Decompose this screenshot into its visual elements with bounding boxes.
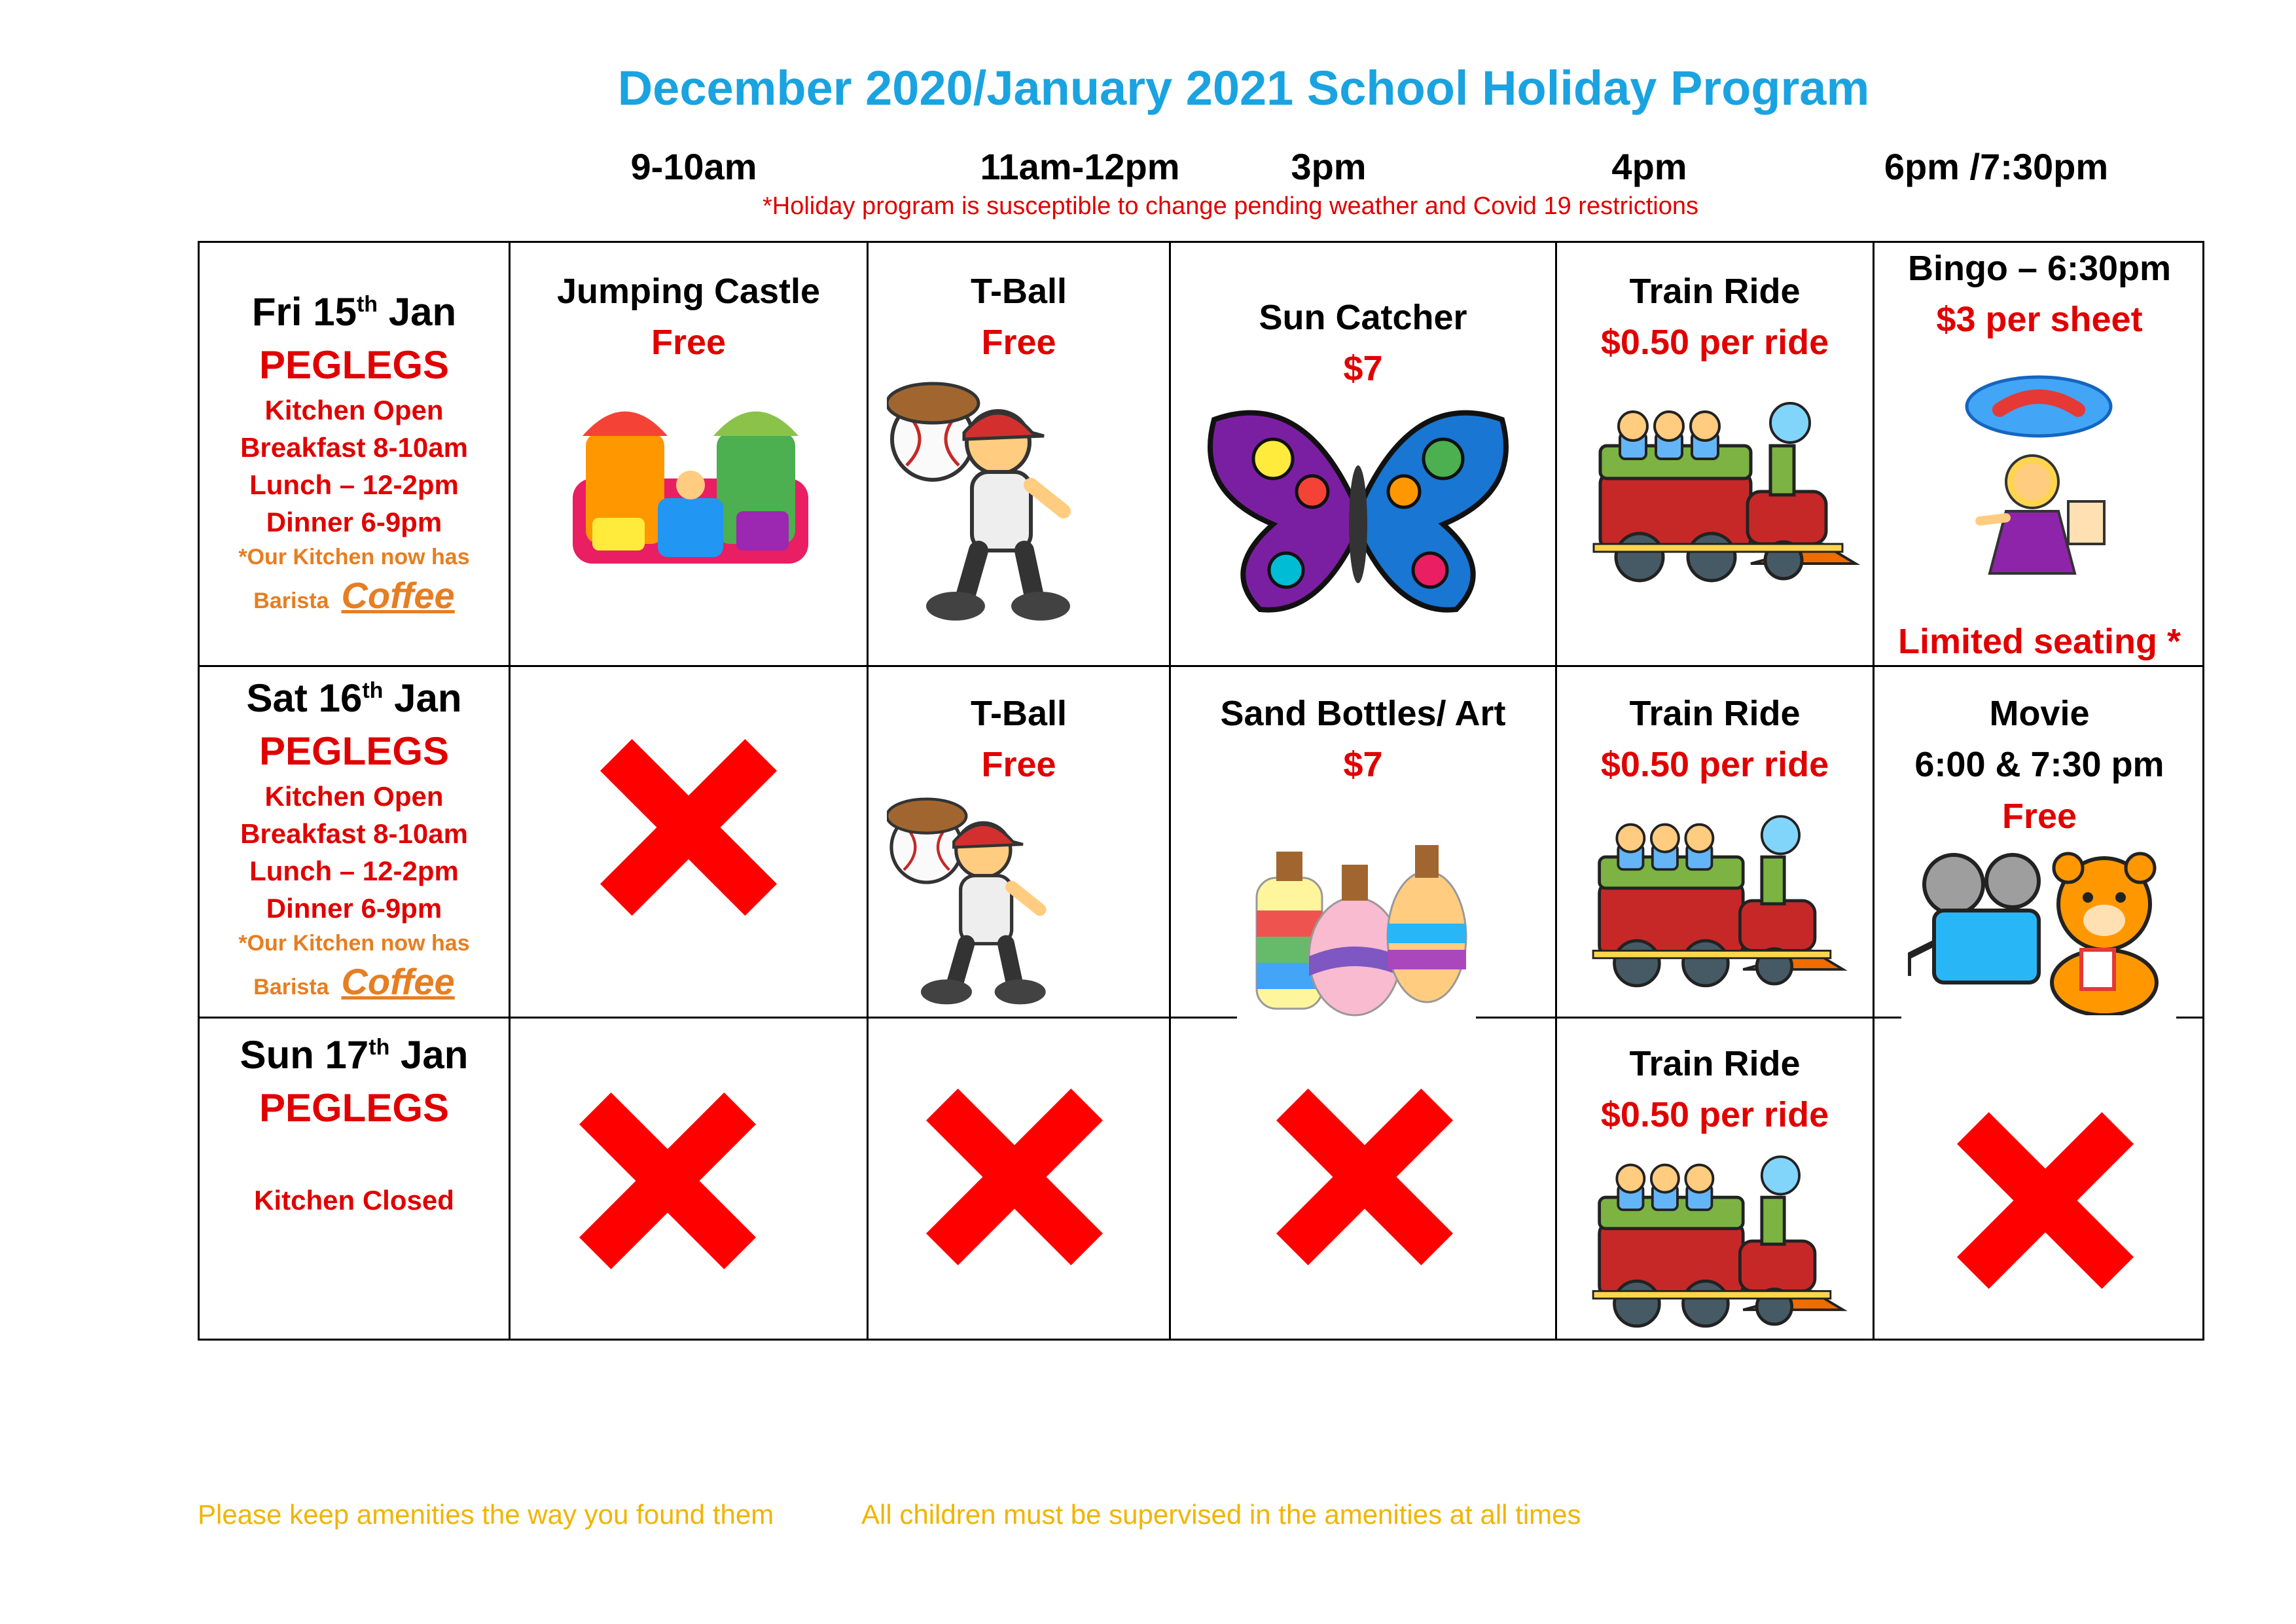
activity-cell (1874, 688, 2204, 842)
cancelled-x-icon (926, 1089, 1103, 1265)
movie-bear-icon (1908, 845, 2170, 1015)
activity-name: Sand Bottles/ Art (1220, 694, 1506, 733)
time-slot-5: 6pm /7:30pm (1884, 146, 2109, 187)
venue-label: PEGLEGS (259, 343, 450, 387)
activity-name: T-Ball (970, 272, 1067, 311)
activity-price: $0.50 per ride (1600, 323, 1829, 363)
day-cell-sat (200, 672, 509, 1003)
kitchen-line: Kitchen Closed (254, 1185, 454, 1216)
activity-name: Jumping Castle (556, 272, 821, 311)
kitchen-line: Dinner 6-9pm (266, 893, 442, 924)
cancelled-x-icon (1957, 1112, 2134, 1289)
col-divider (867, 243, 869, 1339)
activity-price: Free (651, 323, 726, 363)
footer-amenities-note: Please keep amenities the way you found them (198, 1499, 774, 1530)
activity-name: Train Ride (1629, 694, 1801, 733)
kitchen-note: *Our Kitchen now has (238, 545, 470, 570)
activity-name: Train Ride (1629, 272, 1801, 311)
activity-name: Bingo – 6:30pm (1907, 249, 2172, 288)
activity-price: Free (981, 745, 1056, 785)
activity-cell (1171, 688, 1555, 791)
day-cell-sun (200, 1028, 509, 1219)
barista-line: Barista Coffee (253, 575, 455, 617)
kitchen-note: *Our Kitchen now has (238, 931, 470, 956)
footer-supervision-note: All children must be supervised in the amenities at all times (861, 1499, 1581, 1530)
activity-name: Train Ride (1629, 1044, 1801, 1083)
cancelled-x-icon (1276, 1089, 1453, 1265)
kitchen-line: Lunch – 12-2pm (249, 856, 459, 887)
tball-player-icon (887, 796, 1057, 1012)
train-icon (1581, 1146, 1856, 1336)
time-slot-4: 4pm (1611, 146, 1687, 187)
day-label: Sat 16th Jan (246, 676, 462, 720)
activity-cell (869, 266, 1169, 369)
col-divider (509, 243, 511, 1339)
activity-cell (1874, 243, 2204, 346)
activity-name: Sun Catcher (1259, 298, 1467, 337)
coffee-label: Coffee (341, 575, 455, 617)
barista-line: Barista Coffee (253, 961, 455, 1003)
activity-extra: Limited seating * (1897, 622, 2181, 661)
col-divider (1555, 243, 1557, 1339)
activity-cell (869, 688, 1169, 791)
activity-price: Free (981, 323, 1056, 363)
activity-extra-cell (1874, 616, 2204, 667)
activity-price: $0.50 per ride (1600, 745, 1829, 785)
train-icon (1581, 393, 1869, 590)
venue-label: PEGLEGS (259, 1086, 450, 1130)
kitchen-line: Kitchen Open (264, 781, 444, 812)
coffee-label: Coffee (341, 961, 455, 1003)
program-note: *Holiday program is susceptible to change pending weather and Covid 19 restrictions (762, 192, 1699, 220)
cancelled-x-icon (579, 1092, 756, 1269)
activity-time: 6:00 & 7:30 pm (1914, 745, 2164, 785)
jumping-castle-icon (547, 387, 834, 583)
activity-cell (511, 266, 867, 369)
activity-name: T-Ball (970, 694, 1067, 733)
tball-player-icon (887, 380, 1083, 629)
sand-bottles-icon (1237, 825, 1476, 1022)
activity-cell (1171, 292, 1555, 395)
kitchen-line: Breakfast 8-10am (240, 432, 468, 463)
activity-price: $0.50 per ride (1600, 1095, 1829, 1135)
page-title: December 2020/January 2021 School Holiday Program (617, 61, 1870, 115)
col-divider (1169, 243, 1171, 1339)
kitchen-line: Kitchen Open (264, 395, 444, 425)
time-slot-2: 11am-12pm (980, 146, 1180, 187)
day-cell-fri (200, 285, 509, 617)
day-label: Fri 15th Jan (251, 290, 457, 334)
bingo-icon (1954, 370, 2124, 586)
kitchen-line: Breakfast 8-10am (240, 818, 468, 850)
train-icon (1581, 806, 1856, 996)
time-slot-3: 3pm (1291, 146, 1367, 187)
butterfly-icon (1201, 400, 1515, 623)
kitchen-line: Lunch – 12-2pm (249, 469, 459, 501)
activity-cell (1557, 266, 1873, 369)
image-overlap (1901, 1015, 2176, 1020)
venue-label: PEGLEGS (259, 729, 450, 773)
activity-price: $3 per sheet (1936, 300, 2143, 340)
activity-price: $7 (1343, 349, 1383, 389)
activity-price: $7 (1343, 745, 1383, 785)
activity-cell (1557, 1038, 1873, 1141)
activity-price: Free (2001, 796, 2077, 836)
schedule-table (198, 241, 2204, 1341)
time-slot-1: 9-10am (630, 146, 757, 187)
cancelled-x-icon (600, 739, 777, 916)
activity-name: Movie (1989, 694, 2090, 733)
activity-cell (1557, 688, 1873, 791)
day-label: Sun 17th Jan (240, 1033, 469, 1077)
kitchen-line: Dinner 6-9pm (266, 507, 442, 538)
